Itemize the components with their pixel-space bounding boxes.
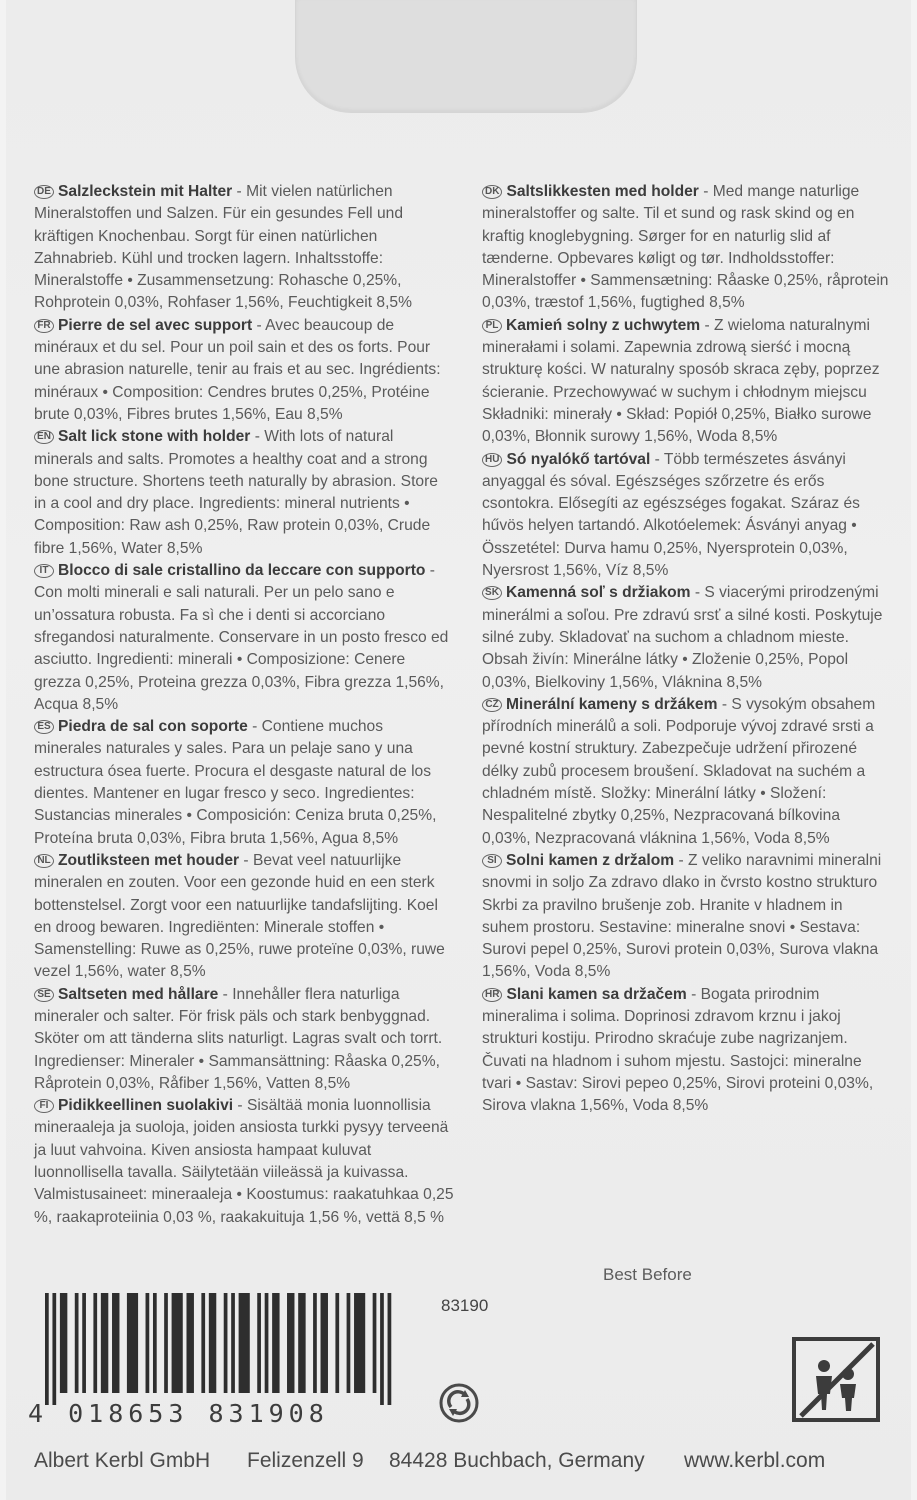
entry-text: Innehåller flera naturliga mineraler och salter. För frisk päls och stark benbyggnad. Sköter om att tänderna slits naturligt. Lagras svalt och torrt. Ingredienser: Mineraler • Sammansättning: Råaska 0,25%, Råprotein 0,03%, Råfiber 1,56%, Vatten 8,5%	[34, 985, 443, 1092]
barcode	[45, 1293, 395, 1405]
separator: -	[650, 450, 664, 468]
language-code-badge: DK	[482, 185, 502, 199]
barcode-bar	[257, 1293, 261, 1393]
barcode-bar	[380, 1293, 384, 1405]
language-code-badge: FI	[34, 1099, 54, 1113]
language-code-badge: HU	[482, 453, 502, 467]
separator: -	[233, 1097, 247, 1115]
entry-heading: Salt lick stone with holder	[58, 428, 251, 446]
entry-heading: Salzleckstein mit Halter	[58, 183, 233, 200]
entry-en	[34, 426, 454, 560]
entry-fi	[34, 1095, 454, 1229]
footer-website[interactable]: www.kerbl.com	[684, 1449, 826, 1472]
separator: -	[698, 183, 713, 200]
language-code-badge: SE	[34, 988, 54, 1002]
entry-heading: Piedra de sal con soporte	[58, 718, 248, 736]
recycle-icon	[438, 1382, 480, 1424]
entry-text: Contiene muchos minerales naturales y sales. Para un pelaje sano y una estructura ósea fuerte. Procura el desgaste natural de los dientes. Mantener en lugar fresco y seco. Ingredientes: Sustancias minerales • Composición: Ceniza bruta 0,25%, Proteína bruta 0,03%, Fibra bruta 1,56%, Agua 8,5%	[34, 718, 437, 847]
no-children-under-3-icon	[791, 1336, 881, 1423]
entry-fr	[34, 315, 454, 426]
barcode-bar	[354, 1293, 365, 1393]
separator: -	[232, 183, 247, 200]
footer-street: Felizenzell 9	[247, 1449, 364, 1472]
entry-heading: Kamień solny z uchwytem	[506, 316, 701, 334]
entry-text: With lots of natural minerals and salts. Promotes a healthy coat and a strong bone structure. Shortens teeth naturally by abrasion. Store in a cool and dry place. Ingredients: mineral nutrients • Composition: Raw ash 0,25%, Raw protein 0,03%, Crude fibre 1,56%, Water 8,5%	[34, 428, 438, 557]
barcode-bar	[373, 1293, 377, 1393]
entry-heading: Kamenná soľ s držiakom	[506, 584, 691, 602]
barcode-bar	[224, 1293, 228, 1393]
separator: -	[247, 718, 262, 736]
entry-text: Z wieloma naturalnymi minerałami i solami. Zapewnia zdrową sierść i mocną strukturę kości. W naturalny sposób skraca zęby, poprzez ścieranie. Przechowywać w suchym i chłodnym miejscu Składniki: minerały • Skład: Popiół 0,25%, Białko surowe 0,03%, Błonnik surowy 1,56%, Woda 8,5%	[482, 316, 880, 446]
language-code-badge: ES	[34, 720, 54, 734]
barcode-bar	[75, 1293, 79, 1393]
entry-pl	[482, 315, 892, 449]
entry-heading: Saltslikkesten med holder	[506, 183, 699, 200]
entry-it	[34, 560, 454, 716]
barcode-bar	[112, 1293, 119, 1393]
separator: -	[239, 851, 253, 869]
entry-text: S vysokým obsahem přírodních minerálů a soli. Podporuje vývoj zdravé srsti a pevné kostní struktury. Zabezpečuje udržení přirozené délky zubů procesem broušení. Skladovat na suchém a chladném místě. Složky: Minerální látky • Složení: Nespalitelné zbytky 0,25%, Nezpracovaná bílkovina 0,03%, Nezpracovaná vláknina 1,56%, Voda 8,5%	[482, 695, 876, 847]
barcode-bar	[146, 1293, 150, 1393]
barcode-bar	[60, 1293, 67, 1393]
barcode-bar	[186, 1293, 193, 1393]
language-code-badge: CZ	[482, 698, 502, 712]
text-column-right	[482, 181, 892, 1117]
footer-city: 84428 Buchbach, Germany	[389, 1449, 645, 1472]
article-number: 83190	[441, 1296, 489, 1315]
barcode-bar	[164, 1293, 168, 1393]
barcode-bar	[172, 1293, 183, 1393]
entry-hu	[482, 449, 892, 583]
entry-nl	[34, 850, 454, 984]
entry-se	[34, 984, 454, 1095]
entry-text: Med mange naturlige mineralstoffer og salte. Til et sund og rask skind og en kraftig knoglebygning. Sørger for en naturlig slid af tænderne. Opbevares køligt og tør. Indholdsstoffer: Mineralstoffer • Sammensætning: Råaske 0,25%, råprotein 0,03%, træstof 1,56%, fugtighed 8,5%	[482, 183, 889, 312]
separator: -	[218, 985, 233, 1003]
language-code-badge: PL	[482, 319, 502, 333]
entry-sk	[482, 582, 892, 693]
entry-heading: Pidikkeellinen suolakivi	[58, 1097, 234, 1115]
barcode-bar	[347, 1293, 351, 1393]
entry-text: Con molti minerali e sali naturali. Per un pelo sano e un’ossatura robusta. Fa sì che i denti si accorciano sfregandosi naturalmente. Conservare in un posto fresco ed asciutto. Ingredienti: minerali • Composizione: Cenere grezza 0,25%, Proteina grezza 0,03%, Fibra grezza 1,56%, Acqua 8,5%	[34, 584, 449, 713]
entry-es	[34, 716, 454, 850]
barcode-bar	[93, 1293, 97, 1393]
language-code-badge: SI	[482, 854, 502, 868]
language-code-badge: SK	[482, 586, 502, 600]
entry-si	[482, 850, 892, 984]
entry-heading: Pierre de sel avec support	[58, 316, 253, 334]
entry-text: Bogata prirodnim mineralima i solima. Doprinosi zdravom krznu i jakoj strukturi kostiju. Prirodno skraćuje zube nagrizanjem. Čuvati na hladnom i suhom mjestu. Sastojci: mineralne tvari • Sastav: Sirovi pepeo 0,25%, Sirovi proteini 0,03%, Sirova vlakna 1,56%, Voda 8,5%	[482, 985, 874, 1115]
barcode-bar	[45, 1293, 49, 1405]
barcode-bar	[101, 1293, 108, 1393]
barcode-bar	[321, 1293, 328, 1393]
barcode-bar	[298, 1293, 305, 1393]
barcode-bar	[201, 1293, 205, 1393]
text-column-left	[34, 181, 454, 1229]
separator: -	[674, 851, 688, 869]
footer-company: Albert Kerbl GmbH	[34, 1449, 211, 1472]
barcode-bar	[209, 1293, 216, 1393]
barcode-bar	[388, 1293, 392, 1405]
entry-cz	[482, 694, 892, 850]
entry-text: Z veliko naravnimi mineralni snovmi in soljo Za zdravo dlako in čvrsto kostno strukturo Skrbi za pravilno brušenje zob. Hranite v hladnem in suhem prostoru. Sestavine: mineralne snovi • Sestava: Surovi pepel 0,25%, Surovi protein 0,03%, Surova vlakna 1,56%, Voda 8,5%	[482, 851, 882, 981]
language-code-badge: IT	[34, 564, 54, 578]
language-code-badge: NL	[34, 854, 54, 868]
barcode-bar	[52, 1293, 56, 1405]
separator: -	[250, 428, 265, 446]
best-before-label: Best Before	[603, 1265, 692, 1284]
separator: -	[717, 695, 732, 713]
entry-heading: Minerální kameny s držákem	[506, 695, 718, 713]
separator: -	[700, 316, 714, 334]
entry-text: Több természetes ásványi anyaggal és sóval. Egészséges szőrzetre és erős csontokra. Elősegíti az egészséges fogakat. Száraz és hűvös helyen tartandó. Alkotóelemek: Ásványi anyag • Összetétel: Durva hamu 0,25%, Nyersprotein 0,03%, Nyersrost 1,56%, Víz 8,5%	[482, 450, 860, 580]
barcode-digits: 4 018653 831908	[28, 1399, 329, 1428]
barcode-bar	[239, 1293, 250, 1393]
language-code-badge: EN	[34, 430, 54, 444]
barcode-bar	[82, 1293, 86, 1393]
entry-text: Sisältää monia luonnollisia mineraaleja ja suoloja, joiden ansiosta turkki pysyy terveenä ja luut vahvoina. Kiven ansiosta hampaat kuluvat luonnollisella tavalla. Säilytetään viileässä ja kuivassa. Valmistusaineet: mineraaleja • Koostumus: raakatuhkaa 0,25 %, raakaproteiinia 0,03 %, raakakuituja 1,56 %, vettä 8,5 %	[34, 1097, 454, 1226]
entry-heading: Só nyalókő tartóval	[506, 450, 651, 468]
hang-hole	[295, 0, 637, 113]
language-code-badge: HR	[482, 988, 502, 1002]
entry-dk	[482, 181, 892, 315]
entry-heading: Solni kamen z držalom	[506, 851, 675, 869]
entry-heading: Zoutliksteen met houder	[58, 851, 240, 869]
barcode-bar	[335, 1293, 339, 1393]
separator: -	[252, 316, 266, 334]
separator: -	[686, 985, 701, 1003]
barcode-bar	[272, 1293, 279, 1393]
separator: -	[690, 584, 705, 602]
barcode-bar	[265, 1293, 269, 1393]
entry-text: S viacerými prirodzenými minerálmi a soľou. Pre zdravú srsť a silné kosti. Poskytuje silné zuby. Skladovať na suchom a chladnom mieste. Obsah živín: Minerálne látky • Zloženie 0,25%, Popol 0,03%, Bielkoviny 1,56%, Vláknina 8,5%	[482, 584, 883, 691]
barcode-bar	[127, 1293, 138, 1393]
entry-hr	[482, 984, 892, 1118]
entry-heading: Slani kamen sa držačem	[506, 985, 687, 1003]
entry-text: Bevat veel natuurlijke mineralen en zouten. Voor een gezonde huid en een sterk bottenstelsel. Zorgt voor een natuurlijke tandafslijting. Koel en droog bewaren. Ingrediënten: Minerale stoffen • Samenstelling: Ruwe as 0,25%, ruwe proteïne 0,03%, ruwe vezel 1,56%, water 8,5%	[34, 851, 445, 981]
entry-de	[34, 181, 454, 315]
barcode-bar	[231, 1293, 235, 1393]
barcode-bar	[313, 1293, 317, 1393]
language-code-badge: DE	[34, 185, 54, 199]
barcode-bar	[287, 1293, 294, 1393]
barcode-bar	[153, 1293, 157, 1393]
entry-heading: Blocco di sale cristallino da leccare con supporto	[58, 562, 426, 580]
entry-heading: Saltseten med hållare	[58, 985, 219, 1003]
language-code-badge: FR	[34, 319, 54, 333]
separator: -	[425, 562, 435, 580]
entry-text: Mit vielen natürlichen Mineralstoffen und Salzen. Für ein gesundes Fell und kräftigen Knochenbau. Sorgt für einen natürlichen Zahnabrieb. Kühl und trocken lagern. Inhaltsstoffe: Mineralstoffe • Zusammensetzung: Rohasche 0,25%, Rohprotein 0,03%, Rohfaser 1,56%, Feuchtigkeit 8,5%	[34, 183, 412, 312]
entry-text: Avec beaucoup de minéraux et du sel. Pour un poil sain et des os forts. Pour une abrasion naturelle, tenir au frais et au sec. Ingrédients: minéraux • Composition: Cendres brutes 0,25%, Protéine brute 0,03%, Fibres brutes 1,56%, Eau 8,5%	[34, 316, 441, 423]
